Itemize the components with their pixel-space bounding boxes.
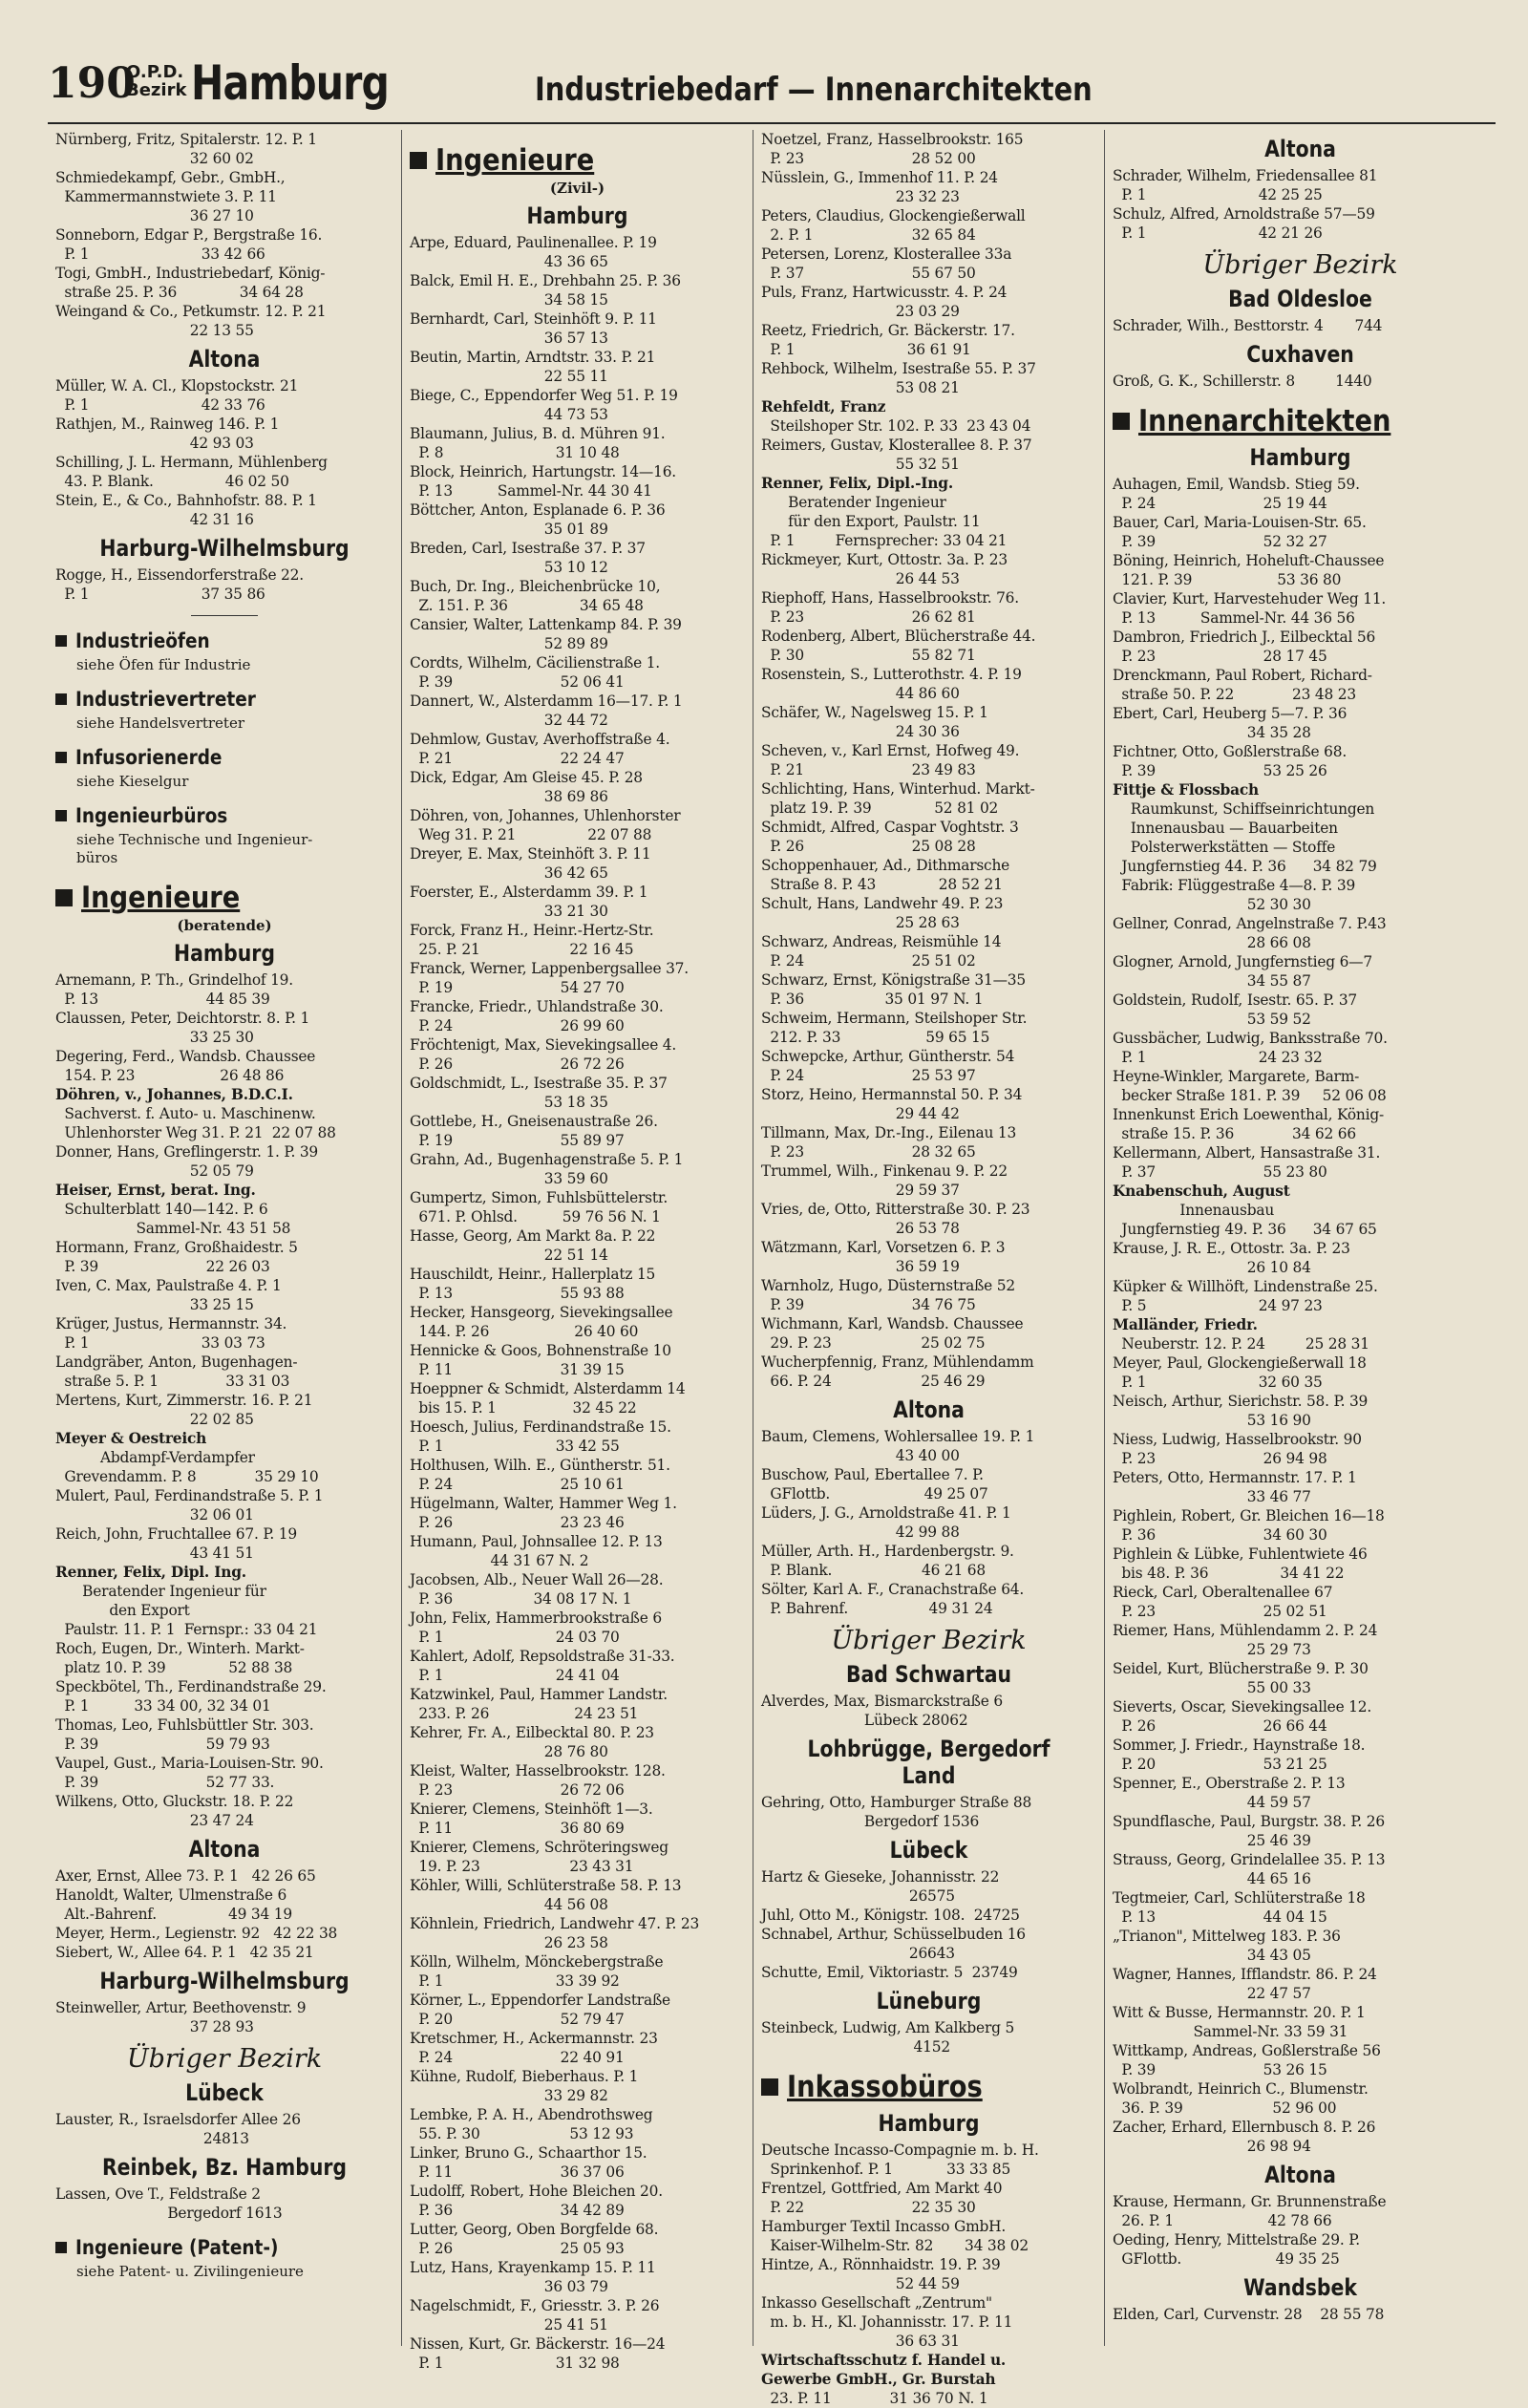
listing-entry: Dreyer, E. Max, Steinhöft 3. P. 11 36 42 65	[410, 845, 651, 882]
listing-entry: Rieck, Carl, Oberaltenallee 67 P. 23 25 02 51	[1113, 1584, 1333, 1620]
city-subheading: Bad Oldesloe	[1228, 286, 1372, 312]
listing-entry: Speckbötel, Th., Ferdinandstraße 29. P. 1 33 34 00, 32 34 01	[55, 1678, 327, 1715]
listing-entry: Rodenberg, Albert, Blücherstraße 44. P. 30 55 82 71	[761, 628, 1036, 664]
listing-entry: Wittkamp, Andreas, Goßlerstraße 56 P. 39 53 26 15	[1113, 2042, 1381, 2078]
listing-entry: Scheven, v., Karl Ernst, Hofweg 49. P. 21 23 49 83	[761, 742, 1020, 778]
listing-entry: Lauster, R., Israelsdorfer Allee 26 24813	[55, 2111, 301, 2147]
city-subheading: Hamburg	[1249, 444, 1351, 471]
listing-entry: Buschow, Paul, Ebertallee 7. P. GFlottb. 49 25 07	[761, 1466, 988, 1502]
listing-entry: Steinweller, Artur, Beethovenstr. 9 37 28 93	[55, 1999, 307, 2035]
listing-entry: Sölter, Karl A. F., Cranachstraße 64. P. Bahrenf. 49 31 24	[761, 1581, 1025, 1617]
listing-entry: Katzwinkel, Paul, Hammer Landstr. 233. P. 26 24 23 51	[410, 1686, 668, 1722]
city-title: Hamburg	[191, 55, 390, 111]
listing-entry: Warnholz, Hugo, Düsternstraße 52 P. 39 34 76 75	[761, 1277, 1015, 1313]
listing-entry: Dehmlow, Gustav, Averhoffstraße 4. P. 21 22 24 47	[410, 731, 670, 767]
listing-entry: Axer, Ernst, Allee 73. P. 1 42 26 65	[55, 1867, 316, 1885]
listing-entry: Kleist, Walter, Hasselbrookstr. 128. P. 23 26 72 06	[410, 1762, 666, 1799]
square-bullet-icon	[55, 752, 67, 763]
square-bullet-icon	[55, 693, 67, 705]
listing-entry: Hormann, Franz, Großhaidestr. 5 P. 39 22 26 03	[55, 1239, 298, 1275]
listing-entry: Abdampf-Verdampfer Grevendamm. P. 8 35 29 10	[64, 1449, 319, 1485]
listing-entry: Hoeppner & Schmidt, Alsterdamm 14 bis 15. P. 1 32 45 22	[410, 1380, 686, 1417]
section-heading	[410, 143, 745, 178]
listing-entry: Köhler, Willi, Schlüterstraße 58. P. 13 44 56 08	[410, 1877, 682, 1913]
listing-entry: Togi, GmbH., Industriebedarf, König- straße 25. P. 36 34 64 28	[55, 265, 326, 301]
listing-entry: Grahn, Ad., Bugenhagenstraße 5. P. 1 33 59 60	[410, 1151, 684, 1187]
page-number: 190	[48, 59, 136, 108]
listing-entry: Schwepcke, Arthur, Güntherstr. 54 P. 24 25 53 97	[761, 1048, 1015, 1084]
listing-entry: Dambron, Friedrich J., Eilbecktal 56 P. 23 28 17 45	[1113, 629, 1376, 665]
city-subheading: Altona	[188, 346, 261, 373]
listing-entry: Krause, J. R. E., Ottostr. 3a. P. 23 26 10 84	[1113, 1240, 1350, 1276]
listing-entry: Hartz & Gieseke, Johannisstr. 22 26575	[761, 1868, 1000, 1905]
city-subheading: Hamburg	[174, 940, 275, 967]
listing-entry: Schrader, Wilhelm, Friedensallee 81 P. 1 42 25 25	[1113, 167, 1378, 203]
listing-entry: Wolbrandt, Heinrich C., Blumenstr. 36. P. 39 52 96 00	[1113, 2080, 1369, 2117]
listing-entry: Frentzel, Gottfried, Am Markt 40 P. 22 22 35 30	[761, 2180, 1003, 2216]
listing-entry: Schulterblatt 140—142. P. 6 Sammel-Nr. 43 51 58	[64, 1201, 291, 1237]
section-heading	[55, 2236, 393, 2259]
column-2	[401, 130, 753, 2372]
section-heading	[55, 881, 393, 915]
listing-entry: Ebert, Carl, Heuberg 5—7. P. 36 34 35 28	[1113, 705, 1348, 741]
listing-entry: Landgräber, Anton, Bugenhagen- straße 5. P. 1 33 31 03	[55, 1353, 298, 1390]
listing-entry: Hamburger Textil Incasso GmbH. Kaiser-Wilhelm-Str. 82 34 38 02	[761, 2218, 1029, 2254]
listing-entry: 23. P. 11 31 36 70 N. 1	[761, 2390, 988, 2407]
listing-entry: Block, Heinrich, Hartungstr. 14—16. P. 13 Sammel-Nr. 44 30 41	[410, 463, 676, 500]
cross-reference-note: siehe Technische und Ingenieur- büros	[76, 831, 313, 866]
city-subheading: Hamburg	[526, 202, 628, 229]
listing-entry: Beratender Ingenieur für den Export, Paulstr. 11 P. 1 Fernsprecher: 33 04 21	[770, 494, 1008, 549]
listing-entry-bold: Heiser, Ernst, berat. Ing.	[55, 1182, 256, 1199]
listing-entry-bold: Malländer, Friedr.	[1113, 1316, 1258, 1333]
listing-entry: Dannert, W., Alsterdamm 16—17. P. 1 32 44 72	[410, 693, 683, 729]
region-subheading: Übriger Bezirk	[831, 1626, 1027, 1655]
listing-entry: Schmiedekampf, Gebr., GmbH., Kammermannstwiete 3. P. 11 36 27 10	[55, 169, 286, 224]
listing-entry: Schoppenhauer, Ad., Dithmarsche Straße 8. P. 43 28 52 21	[761, 857, 1010, 893]
listing-entry: Roch, Eugen, Dr., Winterh. Markt- platz 10. P. 39 52 88 38	[55, 1640, 305, 1676]
cross-reference-note: siehe Kieselgur	[76, 773, 189, 790]
listing-entry: Hasse, Georg, Am Markt 8a. P. 22 22 51 14	[410, 1227, 656, 1264]
listing-entry: Schrader, Wilh., Besttorstr. 4 744	[1113, 317, 1383, 334]
listing-entry: Spenner, E., Oberstraße 2. P. 13 44 59 57	[1113, 1775, 1346, 1811]
listing-entry: Schilling, J. L. Hermann, Mühlenberg 43. P. Blank. 46 02 50	[55, 454, 328, 490]
section-heading	[1113, 404, 1488, 438]
listing-entry: Claussen, Peter, Deichtorstr. 8. P. 1 33 25 30	[55, 1010, 310, 1046]
listing-entry: John, Felix, Hammerbrookstraße 6 P. 1 24 03 70	[410, 1609, 662, 1646]
listing-entry: Franck, Werner, Lappenbergsallee 37. P. 19 54 27 70	[410, 960, 689, 996]
listing-entry: Foerster, E., Alsterdamm 39. P. 1 33 21 30	[410, 884, 648, 920]
listing-entry: Döhren, von, Johannes, Uhlenhorster Weg 31. P. 21 22 07 88	[410, 807, 681, 843]
listing-entry-bold: Renner, Felix, Dipl. Ing.	[55, 1564, 246, 1581]
listing-entry: Elden, Carl, Curvenstr. 28 28 55 78	[1113, 2306, 1385, 2323]
listing-entry: Schäfer, W., Nagelsweg 15. P. 1 24 30 36	[761, 704, 988, 740]
listing-entry: Baum, Clemens, Wohlersallee 19. P. 1 43 40 00	[761, 1428, 1035, 1464]
listing-entry-bold: Rehfeldt, Franz	[761, 398, 886, 416]
listing-entry: Wichmann, Karl, Wandsb. Chaussee 29. P. 23 25 02 75	[761, 1315, 1024, 1352]
city-subheading: Harburg-Wilhelmsburg	[99, 1968, 350, 1994]
listing-entry: Balck, Emil H. E., Drehbahn 25. P. 36 34 58 15	[410, 272, 681, 309]
columns	[48, 130, 1496, 2407]
listing-entry: Stein, E., & Co., Bahnhofstr. 88. P. 1 42 31 16	[55, 492, 317, 528]
page-header	[48, 55, 1496, 124]
section-heading-text: Inkassobüros	[787, 2070, 983, 2104]
listing-entry-bold: Renner, Felix, Dipl.-Ing.	[761, 475, 953, 492]
listing-entry: Kellermann, Albert, Hansastraße 31. P. 37 55 23 80	[1113, 1144, 1381, 1181]
listing-entry: Meyer, Herm., Legienstr. 92 42 22 38	[55, 1925, 338, 1942]
city-subheading: Bad Schwartau	[845, 1661, 1012, 1688]
section-heading	[761, 2070, 1096, 2104]
listing-entry: Körner, L., Eppendorfer Landstraße P. 20 52 79 47	[410, 1992, 670, 2028]
listing-entry: Iven, C. Max, Paulstraße 4. P. 1 33 25 15	[55, 1277, 282, 1313]
listing-entry: Petersen, Lorenz, Klosterallee 33a P. 37 55 67 50	[761, 245, 1012, 282]
listing-entry: Rogge, H., Eissendorferstraße 22. P. 1 37 35 86	[55, 566, 304, 603]
listing-entry: Jacobsen, Alb., Neuer Wall 26—28. P. 36 34 08 17 N. 1	[410, 1571, 664, 1608]
listing-entry: Sommer, J. Friedr., Haynstraße 18. P. 20 53 21 25	[1113, 1737, 1366, 1773]
listing-entry: Puls, Franz, Hartwicusstr. 4. P. 24 23 03 29	[761, 284, 1008, 320]
listing-entry: Müller, Arth. H., Hardenbergstr. 9. P. Blank. 46 21 68	[761, 1543, 1014, 1579]
listing-entry: Zacher, Erhard, Ellernbusch 8. P. 26 26 98 94	[1113, 2119, 1376, 2155]
listing-entry: Riemer, Hans, Mühlendamm 2. P. 24 25 29 73	[1113, 1622, 1378, 1658]
section-heading	[55, 629, 393, 652]
listing-entry: Wucherpfennig, Franz, Mühlendamm 66. P. 24 25 46 29	[761, 1353, 1034, 1390]
listing-entry: Humann, Paul, Johnsallee 12. P. 13 44 31 67 N. 2	[410, 1533, 663, 1569]
listing-entry: „Trianon", Mittelweg 183. P. 36 34 43 05	[1113, 1928, 1341, 1964]
region-subheading: Übriger Bezirk	[1202, 250, 1398, 280]
listing-entry: Mertens, Kurt, Zimmerstr. 16. P. 21 22 02 85	[55, 1392, 313, 1428]
listing-entry: Meyer, Paul, Glockengießerwall 18 P. 1 32 60 35	[1113, 1354, 1367, 1391]
section-heading-text: Ingenieure (Patent-)	[75, 2236, 279, 2259]
listing-entry: Arpe, Eduard, Paulinenallee. P. 19 43 36 65	[410, 234, 657, 270]
listing-entry: Müller, W. A. Cl., Klopstockstr. 21 P. 1 42 33 76	[55, 377, 299, 414]
section-heading-text: Industrieöfen	[75, 629, 210, 652]
listing-entry: Wagner, Hannes, Ifflandstr. 86. P. 24 22 47 57	[1113, 1966, 1377, 2002]
category-qualifier: (beratende)	[177, 917, 272, 934]
listing-entry: Schwarz, Ernst, Königstraße 31—35 P. 36 35 01 97 N. 1	[761, 971, 1026, 1008]
listing-entry: Hintze, A., Rönnhaidstr. 19. P. 39 52 44 59	[761, 2256, 1001, 2292]
listing-entry: Hanoldt, Walter, Ulmenstraße 6 Alt.-Bahrenf. 49 34 19	[55, 1886, 292, 1923]
listing-entry: Seidel, Kurt, Blücherstraße 9. P. 30 55 00 33	[1113, 1660, 1369, 1696]
listing-entry: Schwarz, Andreas, Reismühle 14 P. 24 25 51 02	[761, 933, 1002, 970]
listing-entry: Schlichting, Hans, Winterhud. Markt- platz 19. P. 39 52 81 02	[761, 780, 1035, 817]
listing-entry: Kehrer, Fr. A., Eilbecktal 80. P. 23 28 76 80	[410, 1724, 654, 1760]
column-3	[753, 130, 1104, 2407]
listing-entry: Sieverts, Oscar, Sievekingsallee 12. P. 26 26 66 44	[1113, 1698, 1372, 1735]
listing-entry: Reimers, Gustav, Klosterallee 8. P. 37 55 32 51	[761, 437, 1032, 473]
category-qualifier: (Zivil-)	[549, 180, 605, 197]
listing-entry: Steilshoper Str. 102. P. 33 23 43 04	[761, 417, 1031, 435]
listing-entry: Ludolff, Robert, Hohe Bleichen 20. P. 36 34 42 89	[410, 2183, 663, 2219]
listing-entry: Schutte, Emil, Viktoriastr. 5 23749	[761, 1964, 1018, 1981]
listing-entry: Fröchtenigt, Max, Sievekingsallee 4. P. 26 26 72 26	[410, 1036, 677, 1073]
listing-entry: Beutin, Martin, Arndtstr. 33. P. 21 22 55 11	[410, 349, 656, 385]
listing-entry: Riephoff, Hans, Hasselbrookstr. 76. P. 23 26 62 81	[761, 589, 1019, 626]
listing-entry: Wätzmann, Karl, Vorsetzen 6. P. 3 36 59 19	[761, 1239, 1006, 1275]
listing-entry: Bauer, Carl, Maria-Louisen-Str. 65. P. 39 52 32 27	[1113, 514, 1367, 550]
square-bullet-icon	[761, 2078, 778, 2096]
listing-entry: Hauschildt, Heinr., Hallerplatz 15 P. 13 55 93 88	[410, 1266, 656, 1302]
city-subheading: Reinbek, Bz. Hamburg	[101, 2154, 348, 2181]
listing-entry: Reetz, Friedrich, Gr. Bäckerstr. 17. P. 1 36 61 91	[761, 322, 1015, 358]
listing-entry: Oeding, Henry, Mittelstraße 29. P. GFlottb. 49 35 25	[1113, 2231, 1360, 2268]
listing-entry: Nagelschmidt, F., Griesstr. 3. P. 26 25 41 51	[410, 2297, 660, 2333]
listing-entry: Gellner, Conrad, Angelnstraße 7. P.43 28 66 08	[1113, 915, 1387, 951]
listing-entry: Rosenstein, S., Lutterothstr. 4. P. 19 44 86 60	[761, 666, 1022, 702]
listing-entry: Knierer, Clemens, Schröteringsweg 19. P. 23 23 43 31	[410, 1839, 668, 1875]
square-bullet-icon	[55, 810, 67, 821]
listing-entry: Knierer, Clemens, Steinhöft 1—3. P. 11 36 80 69	[410, 1801, 653, 1837]
listing-entry: Lutz, Hans, Krayenkamp 15. P. 11 36 03 79	[410, 2259, 656, 2295]
cross-reference-note: siehe Handelsvertreter	[76, 714, 245, 732]
listing-entry-bold: Meyer & Oestreich	[55, 1430, 207, 1447]
listing-entry: Forck, Franz H., Heinr.-Hertz-Str. 25. P. 21 22 16 45	[410, 922, 654, 958]
listing-entry: Lutter, Georg, Oben Borgfelde 68. P. 26 25 05 93	[410, 2221, 659, 2257]
listing-entry: Vaupel, Gust., Maria-Louisen-Str. 90. P. 39 52 77 33.	[55, 1755, 324, 1791]
listing-entry: Francke, Friedr., Uhlandstraße 30. P. 24 26 99 60	[410, 998, 664, 1034]
listing-entry: Tillmann, Max, Dr.-Ing., Eilenau 13 P. 23 28 32 65	[761, 1124, 1017, 1161]
listing-entry: Krause, Hermann, Gr. Brunnenstraße 26. P. 1 42 78 66	[1113, 2193, 1387, 2229]
listing-entry: Küpker & Willhöft, Lindenstraße 25. P. 5 24 97 23	[1113, 1278, 1378, 1314]
square-bullet-icon	[410, 152, 427, 169]
listing-entry: Nissen, Kurt, Gr. Bäckerstr. 16—24 P. 1 31 32 98	[410, 2335, 666, 2372]
city-subheading: Cuxhaven	[1246, 341, 1354, 368]
opd-label: O.P.D. Bezirk	[126, 62, 187, 100]
column-1	[48, 130, 401, 2346]
listing-entry: Gussbächer, Ludwig, Banksstraße 70. P. 1 24 23 32	[1113, 1030, 1388, 1066]
listing-entry: Reich, John, Fruchtallee 67. P. 19 43 41 51	[55, 1525, 297, 1562]
listing-entry: Arnemann, P. Th., Grindelhof 19. P. 13 44 85 39	[55, 971, 293, 1008]
city-subheading: Altona	[1264, 136, 1336, 162]
listing-entry: Neuberstr. 12. P. 24 25 28 31	[1113, 1335, 1369, 1353]
listing-entry: Böttcher, Anton, Esplanade 6. P. 36 35 01 89	[410, 501, 666, 538]
listing-entry: Juhl, Otto M., Königstr. 108. 24725	[761, 1907, 1020, 1924]
listing-entry: Strauss, Georg, Grindelallee 35. P. 13 44 65 16	[1113, 1851, 1386, 1887]
listing-entry: Innenkunst Erich Loewenthal, König- straße 15. P. 36 34 62 66	[1113, 1106, 1384, 1142]
listing-entry-bold: Wirtschaftsschutz f. Handel u. Gewerbe GmbH., Gr. Burstah	[761, 2352, 1007, 2388]
listing-entry: Schult, Hans, Landwehr 49. P. 23 25 28 63	[761, 895, 1004, 931]
listing-entry-bold: Döhren, v., Johannes, B.D.C.I.	[55, 1086, 293, 1103]
listing-entry: Cansier, Walter, Lattenkamp 84. P. 39 52 89 89	[410, 616, 682, 652]
listing-entry: Kahlert, Adolf, Repsoldstraße 31-33. P. 1 24 41 04	[410, 1648, 675, 1684]
listing-entry: Böning, Heinrich, Hoheluft-Chaussee 121. P. 39 53 36 80	[1113, 552, 1385, 588]
listing-entry: Witt & Busse, Hermannstr. 20. P. 1 Sammel-Nr. 33 59 31	[1113, 2004, 1366, 2040]
section-heading	[55, 804, 393, 827]
listing-entry: Storz, Heino, Hermannstal 50. P. 34 29 44 42	[761, 1086, 1023, 1122]
listing-entry: Wilkens, Otto, Gluckstr. 18. P. 22 23 47 24	[55, 1793, 294, 1829]
listing-entry: Gumpertz, Simon, Fuhlsbüttelerstr. 671. P. Ohlsd. 59 76 56 N. 1	[410, 1189, 668, 1225]
listing-entry: Hecker, Hansgeorg, Sievekingsallee 144. P. 26 26 40 60	[410, 1304, 673, 1340]
listing-entry: Noetzel, Franz, Hasselbrookstr. 165 P. 23 28 52 00	[761, 131, 1024, 167]
column-4	[1104, 130, 1496, 2346]
section-heading-text: Ingenieure	[435, 143, 595, 178]
listing-entry: Auhagen, Emil, Wandsb. Stieg 59. P. 24 25 19 44	[1113, 476, 1360, 512]
section-heading-text: Infusorienerde	[75, 746, 223, 769]
listing-entry: Hennicke & Goos, Bohnenstraße 10 P. 11 31 39 15	[410, 1342, 671, 1378]
listing-entry: Rehbock, Wilhelm, Isestraße 55. P. 37 53 08 21	[761, 360, 1036, 396]
listing-entry: Linker, Bruno G., Schaarthor 15. P. 11 36 37 06	[410, 2144, 647, 2181]
city-subheading: Wandsbek	[1243, 2274, 1357, 2301]
listing-entry: Lembke, P. A. H., Abendrothsweg 55. P. 30 53 12 93	[410, 2106, 653, 2142]
listing-entry: Hügelmann, Walter, Hammer Weg 1. P. 26 23 23 46	[410, 1495, 677, 1531]
listing-entry: Kühne, Rudolf, Bieberhaus. P. 1 33 29 82	[410, 2068, 639, 2104]
listing-entry: Tegtmeier, Carl, Schlüterstraße 18 P. 13 44 04 15	[1113, 1889, 1366, 1926]
square-bullet-icon	[55, 889, 73, 906]
listing-entry: Siebert, W., Allee 64. P. 1 42 35 21	[55, 1944, 314, 1961]
listing-entry: Schweim, Hermann, Steilshoper Str. 212. P. 33 59 65 15	[761, 1010, 1028, 1046]
section-heading-text: Ingenieure	[81, 881, 241, 915]
listing-entry: Hoesch, Julius, Ferdinandstraße 15. P. 1 33 42 55	[410, 1418, 671, 1455]
listing-entry: Holthusen, Wilh. E., Güntherstr. 51. P. 24 25 10 61	[410, 1457, 670, 1493]
listing-entry: Weingand & Co., Petkumstr. 12. P. 21 22 13 55	[55, 303, 327, 339]
listing-entry: Pighlein & Lübke, Fuhlentwiete 46 bis 48. P. 36 34 41 22	[1113, 1545, 1368, 1582]
listing-entry: Heyne-Winkler, Margarete, Barm- becker Straße 181. P. 39 52 06 08	[1113, 1068, 1387, 1104]
city-subheading: Hamburg	[878, 2110, 980, 2137]
listing-entry: Nürnberg, Fritz, Spitalerstr. 12. P. 1 32 60 02	[55, 131, 317, 167]
city-subheading: Lohbrügge, Bergedorf Land	[807, 1736, 1050, 1789]
listing-entry: Kölln, Wilhelm, Mönckebergstraße P. 1 33 39 92	[410, 1953, 664, 1990]
section-title: Industriebedarf — Innenarchitekten	[535, 71, 1093, 109]
listing-entry: Vries, de, Otto, Ritterstraße 30. P. 23 26 53 78	[761, 1201, 1030, 1237]
city-subheading: Lübeck	[185, 2079, 264, 2106]
listing-entry: Steinbeck, Ludwig, Am Kalkberg 5 4152	[761, 2019, 1015, 2056]
listing-entry: Blaumann, Julius, B. d. Mühren 91. P. 8 31 10 48	[410, 425, 666, 461]
listing-entry: Bernhardt, Carl, Steinhöft 9. P. 11 36 57 13	[410, 310, 657, 347]
listing-entry: Krüger, Justus, Hermannstr. 34. P. 1 33 03 73	[55, 1315, 287, 1352]
listing-entry: Dick, Edgar, Am Gleise 45. P. 28 38 69 86	[410, 769, 643, 805]
listing-entry: Schmidt, Alfred, Caspar Voghtstr. 3 P. 26 25 08 28	[761, 819, 1019, 855]
listing-entry: Neisch, Arthur, Sierichstr. 58. P. 39 53 16 90	[1113, 1393, 1369, 1429]
listing-entry: Beratender Ingenieur für den Export Paulstr. 11. P. 1 Fernspr.: 33 04 21	[64, 1583, 318, 1638]
listing-entry: Köhnlein, Friedrich, Landwehr 47. P. 23 26 23 58	[410, 1915, 700, 1951]
listing-entry: Schnabel, Arthur, Schüsselbuden 16 26643	[761, 1926, 1026, 1962]
listing-entry: Trummel, Wilh., Finkenau 9. P. 22 29 59 37	[761, 1162, 1008, 1199]
city-subheading: Altona	[188, 1836, 261, 1863]
section-heading	[55, 746, 393, 769]
city-subheading: Altona	[1264, 2162, 1336, 2188]
cross-reference-note: siehe Öfen für Industrie	[76, 656, 251, 673]
listing-entry-bold: Fittje & Flossbach	[1113, 781, 1260, 799]
listing-entry: Degering, Ferd., Wandsb. Chaussee 154. P. 23 26 48 86	[55, 1048, 316, 1084]
listing-entry: Glogner, Arnold, Jungfernstieg 6—7 34 55 87	[1113, 953, 1372, 990]
listing-entry: Pighlein, Robert, Gr. Bleichen 16—18 P. 36 34 60 30	[1113, 1507, 1385, 1544]
listing-entry: Mulert, Paul, Ferdinandstraße 5. P. 1 32 06 01	[55, 1487, 324, 1524]
city-subheading: Altona	[893, 1396, 965, 1423]
section-heading-text: Innenarchitekten	[1138, 404, 1391, 438]
listing-entry: Donner, Hans, Greflingerstr. 1. P. 39 52 05 79	[55, 1143, 319, 1180]
city-subheading: Harburg-Wilhelmsburg	[99, 535, 350, 562]
listing-entry: Drenckmann, Paul Robert, Richard- straße 50. P. 22 23 48 23	[1113, 667, 1372, 703]
city-subheading: Lüneburg	[876, 1988, 982, 2014]
listing-entry: Peters, Claudius, Glockengießerwall 2. P. 1 32 65 84	[761, 207, 1026, 244]
listing-entry: Raumkunst, Schiffseinrichtungen Innenausbau — Bauarbeiten Polsterwerkstätten — Stoffe Jungfernstieg 44. P. 36 34 82 79 Fabrik: Flüggestraße 4—8. P. 39 52 30 30	[1121, 800, 1377, 913]
listing-entry: Groß, G. K., Schillerstr. 8 1440	[1113, 373, 1372, 390]
divider-rule	[191, 615, 258, 616]
listing-entry: Biege, C., Eppendorfer Weg 51. P. 19 44 73 53	[410, 387, 678, 423]
listing-entry: Buch, Dr. Ing., Bleichenbrücke 10, Z. 151. P. 36 34 65 48	[410, 578, 661, 614]
square-bullet-icon	[55, 2242, 67, 2253]
listing-entry: Alverdes, Max, Bismarckstraße 6 Lübeck 28062	[761, 1693, 1003, 1729]
listing-entry: Gehring, Otto, Hamburger Straße 88 Bergedorf 1536	[761, 1794, 1032, 1830]
listing-entry: Thomas, Leo, Fuhlsbüttler Str. 303. P. 39 59 79 93	[55, 1716, 314, 1753]
listing-entry: Sonneborn, Edgar P., Bergstraße 16. P. 1 33 42 66	[55, 226, 323, 263]
section-heading-text: Ingenieurbüros	[75, 804, 228, 827]
listing-entry: Rickmeyer, Kurt, Ottostr. 3a. P. 23 26 44 53	[761, 551, 1008, 587]
listing-entry: Spundflasche, Paul, Burgstr. 38. P. 26 25 46 39	[1113, 1813, 1385, 1849]
listing-entry: Sachverst. f. Auto- u. Maschinenw. Uhlenhorster Weg 31. P. 21 22 07 88	[64, 1105, 336, 1141]
region-subheading: Übriger Bezirk	[126, 2044, 323, 2074]
listing-entry: Peters, Otto, Hermannstr. 17. P. 1 33 46 77	[1113, 1469, 1357, 1505]
listing-entry: Lassen, Ove T., Feldstraße 2 Bergedorf 1613	[55, 2185, 283, 2222]
listing-entry: Fichtner, Otto, Goßlerstraße 68. P. 39 53 25 26	[1113, 743, 1348, 779]
listing-entry: Clavier, Kurt, Harvestehuder Weg 11. P. 13 Sammel-Nr. 44 36 56	[1113, 590, 1387, 627]
listing-entry: Rathjen, M., Rainweg 146. P. 1 42 93 03	[55, 416, 280, 452]
section-heading	[55, 688, 393, 711]
listing-entry: Deutsche Incasso-Compagnie m. b. H. Sprinkenhof. P. 1 33 33 85	[761, 2142, 1039, 2178]
listing-entry: Gottlebe, H., Gneisenaustraße 26. P. 19 55 89 97	[410, 1113, 658, 1149]
listing-entry: Lüders, J. G., Arnoldstraße 41. P. 1 42 99 88	[761, 1504, 1011, 1541]
listing-entry: Kretschmer, H., Ackermannstr. 23 P. 24 22 40 91	[410, 2030, 658, 2066]
square-bullet-icon	[55, 635, 67, 647]
listing-entry: Goldstein, Rudolf, Isestr. 65. P. 37 53 59 52	[1113, 991, 1358, 1028]
listing-entry: Nüsslein, G., Immenhof 11. P. 24 23 32 23	[761, 169, 998, 205]
square-bullet-icon	[1113, 413, 1130, 430]
section-heading-text: Industrievertreter	[75, 688, 256, 711]
listing-entry: Schulz, Alfred, Arnoldstraße 57—59 P. 1 42 21 26	[1113, 205, 1375, 242]
listing-entry: Innenausbau Jungfernstieg 49. P. 36 34 67 65	[1121, 1202, 1377, 1238]
cross-reference-note: siehe Patent- u. Zivilingenieure	[76, 2263, 304, 2280]
listing-entry: Inkasso Gesellschaft „Zentrum" m. b. H., Kl. Johannisstr. 17. P. 11 36 63 31	[761, 2294, 1013, 2350]
listing-entry: Cordts, Wilhelm, Cäcilienstraße 1. P. 39 52 06 41	[410, 654, 660, 691]
city-subheading: Lübeck	[889, 1837, 968, 1864]
listing-entry-bold: Knabenschuh, August	[1113, 1183, 1290, 1200]
listing-entry: Goldschmidt, L., Isestraße 35. P. 37 53 18 35	[410, 1075, 668, 1111]
listing-entry: Breden, Carl, Isestraße 37. P. 37 53 10 12	[410, 540, 646, 576]
listing-entry: Niess, Ludwig, Hasselbrookstr. 90 P. 23 26 94 98	[1113, 1431, 1362, 1467]
